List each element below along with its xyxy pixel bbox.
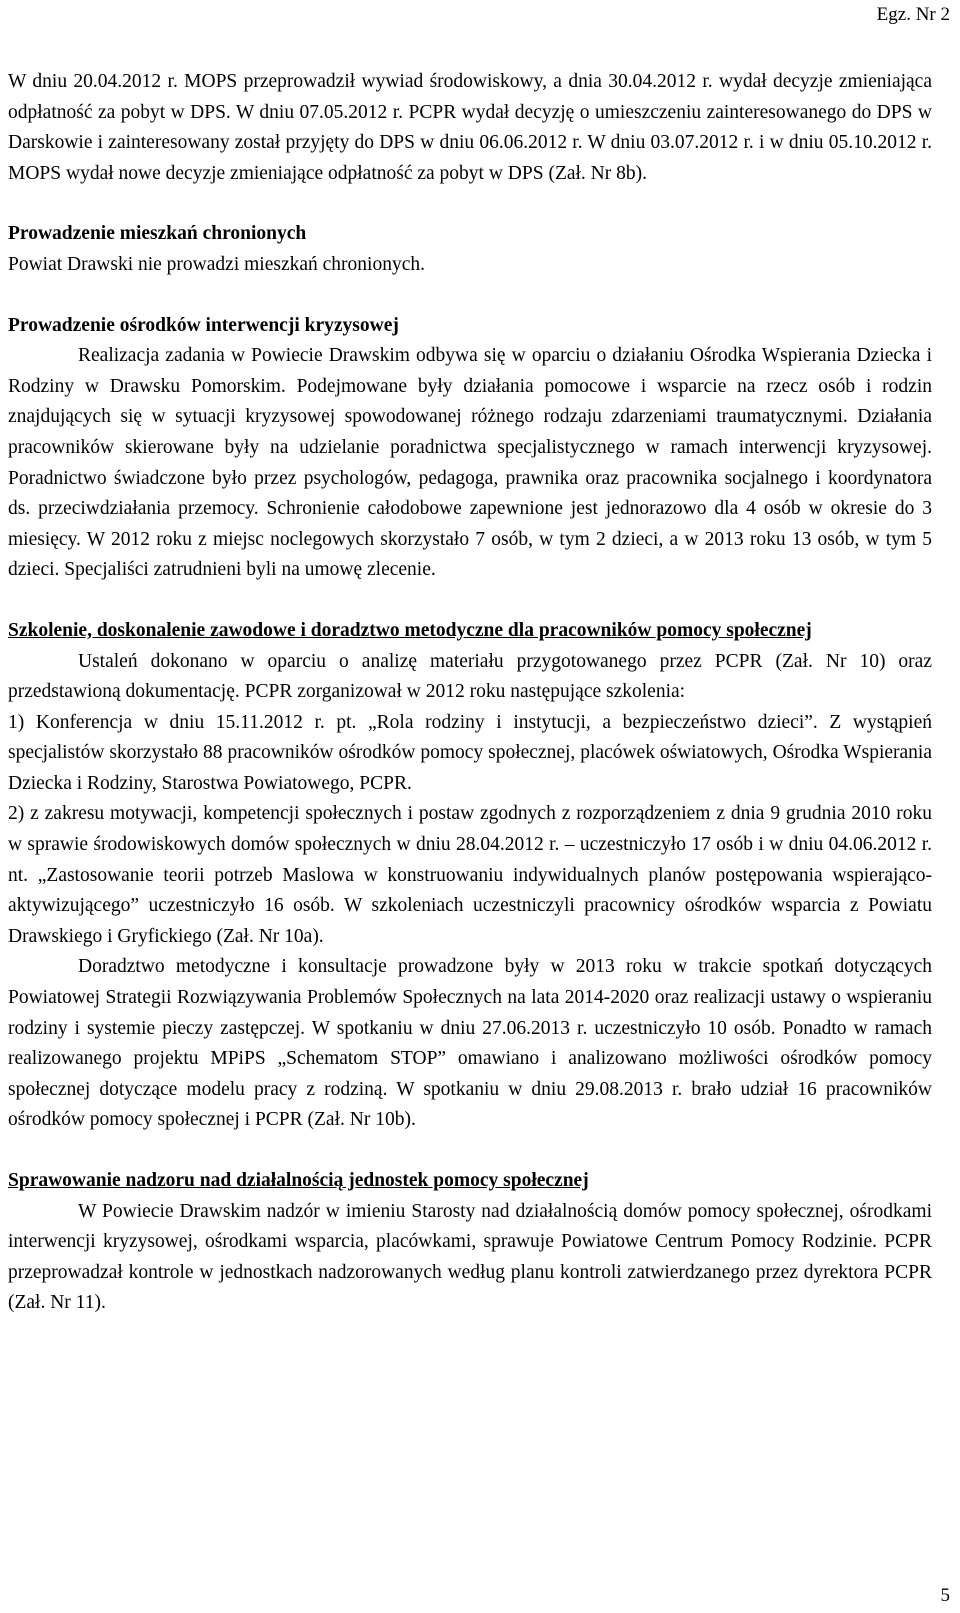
document-body	[8, 67, 932, 1319]
section-heading-interwencja: Prowadzenie ośrodków interwencji kryzysowej	[8, 314, 399, 336]
intro-paragraph: W dniu 20.04.2012 r. MOPS przeprowadził wywiad środowiskowy, a dnia 30.04.2012 r. wydał decyzje zmieniająca odpłatność za pobyt w DPS. W dniu 07.05.2012 r. PCPR wydał decyzję o umieszczeniu zainteresowanego do DPS w Darskowie i zainteresowany został przyjęty do DPS w dniu 06.06.2012 r. W dniu 03.07.2012 r. i w dniu 05.10.2012 r. MOPS wydał nowe decyzje zmieniające odpłatność za pobyt w DPS (Zał. Nr 8b).	[8, 71, 932, 184]
spacer	[8, 189, 932, 219]
section-text-mieszkania: Powiat Drawski nie prowadzi mieszkań chronionych.	[8, 253, 425, 275]
section-heading-szkolenie: Szkolenie, doskonalenie zawodowe i doradztwo metodyczne dla pracowników pomocy społecznej	[8, 619, 812, 641]
spacer	[8, 281, 932, 311]
szkolenie-list-item-2: 2) z zakresu motywacji, kompetencji społecznych i postaw zgodnych z rozporządzeniem z dnia 9 grudnia 2010 roku w sprawie środowiskowych domów społecznych w dniu 28.04.2012 r. – uczestniczyło 17 osób i w dniu 04.06.2012 r. nt. „Zastosowanie teorii potrzeb Maslowa w konstruowaniu indywidualnych planów postępowania wspierająco-aktywizującego” uczestniczyło 16 osób. W szkoleniach uczestniczyli pracownicy ośrodków wsparcia z Powiatu Drawskiego i Gryfickiego (Zał. Nr 10a).	[8, 803, 932, 947]
section-text-interwencja: Realizacja zadania w Powiecie Drawskim odbywa się w oparciu o działaniu Ośrodka Wspierania Dziecka i Rodziny w Drawsku Pomorskim. Podejmowane były działania pomocowe i wsparcie na rzecz osób i rodzin znajdujących się w sytuacji kryzysowej spowodowanej różnego rodzaju zdarzeniami traumatycznymi. Działania pracowników skierowane były na udzielanie poradnictwa specjalistycznego w ramach interwencji kryzysowej. Poradnictwo świadczone było przez psychologów, pedagoga, prawnika oraz pracownika socjalnego i koordynatora ds. przeciwdziałania przemocy. Schronienie całodobowe zapewnione jest jednorazowo dla 4 osób w okresie do 3 miesięcy. W 2012 roku z miejsc noclegowych skorzystało 7 osób, w tym 2 dzieci, a w 2013 roku 13 osób, w tym 5 dzieci. Specjaliści zatrudnieni byli na umowę zlecenie.	[8, 345, 932, 581]
szkolenie-list-item-1: 1) Konferencja w dniu 15.11.2012 r. pt. „Rola rodziny i instytucji, a bezpieczeństwo dzieci”. Z wystąpień specjalistów skorzystało 88 pracowników ośrodków pomocy społecznej, placówek oświatowych, Ośrodka Wspierania Dziecka i Rodziny, Starostwa Powiatowego, PCPR.	[8, 711, 932, 794]
spacer	[8, 586, 932, 616]
document-copy-label: Egz. Nr 2	[876, 4, 950, 25]
szkolenie-paragraph-1: Ustaleń dokonano w oparciu o analizę materiału przygotowanego przez PCPR (Zał. Nr 10) oraz przedstawioną dokumentację. PCPR zorganizował w 2012 roku następujące szkolenia:	[8, 650, 932, 703]
szkolenie-paragraph-2: Doradztwo metodyczne i konsultacje prowadzone były w 2013 roku w trakcie spotkań dotyczących Powiatowej Strategii Rozwiązywania Problemów Społecznych na lata 2014-2020 oraz realizacji ustawy o wspieraniu rodziny i systemie pieczy zastępczej. W spotkaniu w dniu 27.06.2013 r. uczestniczyło 10 osób. Ponadto w ramach realizowanego projektu MPiPS „Schematom STOP” omawiano i analizowano możliwości ośrodków pomocy społecznej dotyczące modelu pracy z rodziną. W spotkaniu w dniu 29.08.2013 r. brało udział 16 pracowników ośrodków pomocy społecznej i PCPR (Zał. Nr 10b).	[8, 956, 932, 1131]
page-number: 5	[940, 1585, 950, 1606]
section-text-nadzor: W Powiecie Drawskim nadzór w imieniu Starosty nad działalnością domów pomocy społecznej, ośrodkami interwencji kryzysowej, ośrodkami wsparcia, placówkami, sprawuje Powiatowe Centrum Pomocy Rodzinie. PCPR przeprowadzał kontrole w jednostkach nadzorowanych według planu kontroli zatwierdzanego przez dyrektora PCPR (Zał. Nr 11).	[8, 1200, 932, 1314]
section-heading-nadzor: Sprawowanie nadzoru nad działalnością jednostek pomocy społecznej	[8, 1170, 589, 1191]
section-heading-mieszkania: Prowadzenie mieszkań chronionych	[8, 223, 307, 245]
spacer	[8, 1136, 932, 1166]
